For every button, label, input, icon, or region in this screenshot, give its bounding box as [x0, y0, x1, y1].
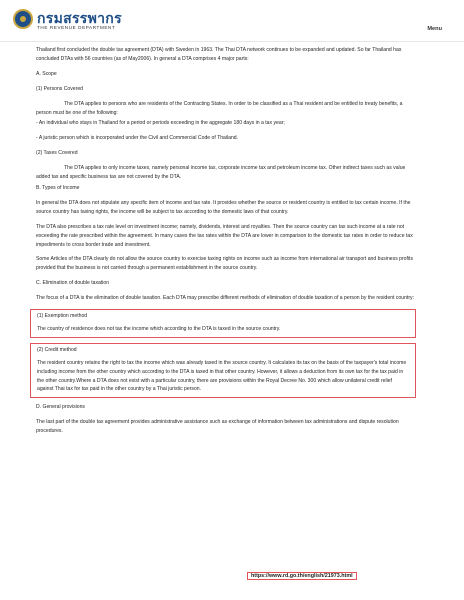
logo-subtitle: THE REVENUE DEPARTMENT: [37, 25, 116, 30]
exemption-method-highlight: [30, 309, 416, 338]
revenue-department-seal-icon[interactable]: [13, 9, 33, 29]
section-c1-heading: (1) Exemption method: [37, 313, 88, 320]
section-a1-text: The DTA applies to persons who are residents of the Contracting States. In order to be classified as a Thai resident and be entitled to treaty benefits, a person must be one of the following:: [36, 100, 403, 116]
source-url-link[interactable]: https://www.rd.go.th/english/21973.html: [247, 572, 357, 580]
section-a1-item: - An individual who stays in Thailand for a period or periods exceeding in the aggregate 180 days in a tax year;: [36, 120, 285, 127]
section-c-text: The focus of a DTA is the elimination of double taxation. Each DTA may prescribe different methods of elimination of double taxation of a person by the resident country:: [36, 295, 414, 302]
site-header: [0, 0, 464, 42]
header-divider: [0, 41, 464, 42]
menu-button[interactable]: Menu: [427, 26, 442, 32]
section-c-heading: C. Elimination of double taxation: [36, 280, 110, 287]
section-d-heading: D. General provisions: [36, 404, 85, 411]
section-a2-text: The DTA applies to only income taxes, namely personal income tax, corporate income tax and petroleum income tax. Other indirect taxes such as value added tax and specific business tax are not covered by the DTA.: [36, 165, 406, 181]
section-b-heading: B. Types of Income: [36, 184, 80, 191]
section-a1-item: - A juristic person which is incorporated under the Civil and Commercial Code of Thailand.: [36, 135, 239, 142]
intro-paragraph: Thailand first concluded the double tax agreement (DTA) with Sweden in 1963. The Thai DTA network continues to be expanded and updated. So far Thailand has concluded DTAs with 56 countries (as of May2006). In general a DTA comprises 4 major parts:: [36, 47, 402, 62]
section-b-paragraph: In general the DTA does not stipulate any specific item of income and tax rate. It provides whether the source or resident country is entitled to tax certain income. If the source country has taxing rights, the income will be subject to tax according to the domestic laws of that country.: [36, 199, 411, 215]
section-b-paragraph: The DTA also prescribes a tax rate level on investment income; namely, dividends, interest and royalties. Then the source country can tax such income at a rate not exceeding the rate prescribed within the agreement. In many cases the tax rates within the DTA are lower in comparison to the domestic tax rates in order to reduce tax impediments to cross border trade and investment.: [36, 223, 413, 248]
section-d-text: The last part of the double tax agreement provides administrative assistance such as exchange of information between tax administrations and dispute resolution procedures.: [36, 419, 399, 435]
section-c1-text: The country of residence does not tax the income which according to the DTA is taxed in the source country.: [37, 325, 281, 332]
section-b-paragraph: Some Articles of the DTA clearly do not allow the source country to exercise taxing rights on income such as income from international air transport and business profits provided that the business is not carried through a permanent establishment in the source country.: [36, 256, 414, 272]
section-a2-heading: (2) Taxes Covered: [36, 150, 78, 157]
section-c2-text: The resident country retains the right to tax the income which was already taxed in the source country. It calculates its tax on the basis of the taxpayer's total income including income from the other country which according to the DTA is taxed in that other country. However, it allows a deduction from its own tax for the tax paid in the other country.Where a DTA does not exist with a particular country, there are provisions within the Royal Decree No. 300 which allow unilateral credit relief against Thai tax for tax paid in the other country by a Thai juristic person.: [37, 359, 407, 393]
section-c2-heading: (2) Credit method: [37, 346, 77, 353]
section-a-heading: A. Scope: [36, 70, 57, 77]
article-content: [36, 46, 416, 442]
credit-method-highlight: [30, 343, 416, 399]
section-a1-heading: (1) Persons Covered: [36, 85, 83, 92]
logo-text[interactable]: กรมสรรพากร: [37, 10, 122, 26]
